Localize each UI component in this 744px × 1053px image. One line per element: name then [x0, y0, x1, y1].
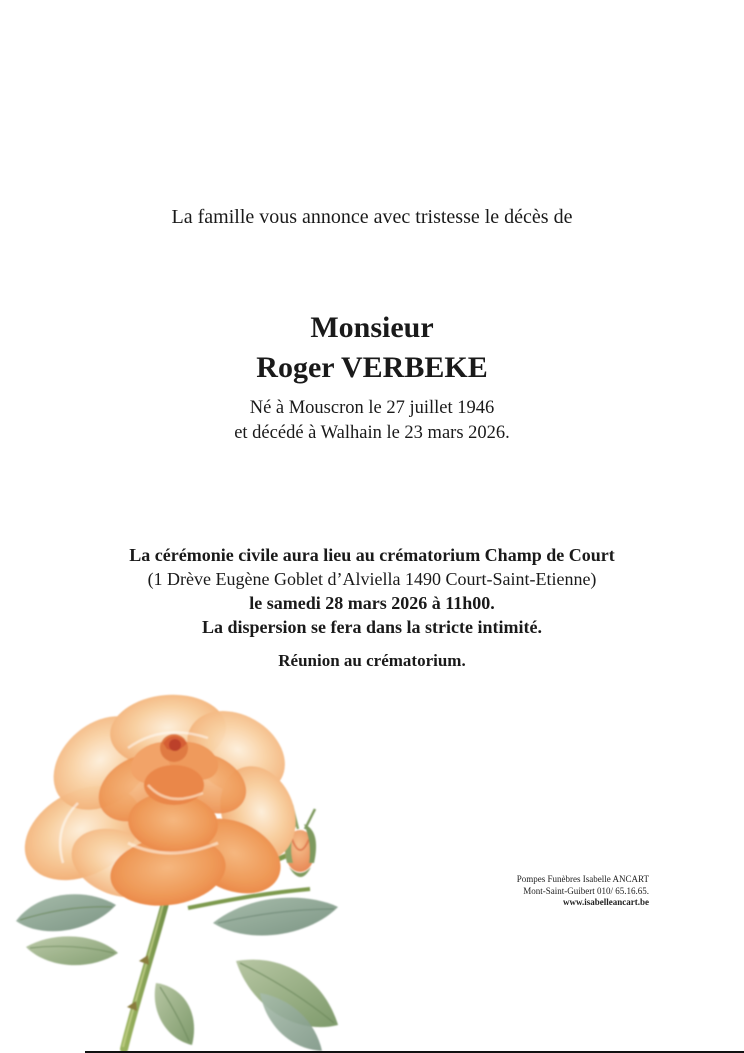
rose-illustration: [8, 693, 340, 1053]
funeral-home-name: Pompes Funèbres Isabelle ANCART: [516, 874, 649, 884]
death-line: et décédé à Walhain le 23 mars 2026.: [234, 423, 510, 443]
rose-watercolor-image: [8, 693, 340, 1053]
ceremony-dispersion-line: La dispersion se fera dans la stricte intimité.: [202, 617, 542, 637]
gathering-line: Réunion au crématorium.: [278, 651, 466, 670]
deceased-name: Roger VERBEKE: [256, 351, 488, 384]
announcement-line: La famille vous annonce avec tristesse le décès de: [171, 206, 573, 228]
funeral-home-block: [517, 874, 649, 909]
ceremony-address-line: (1 Drève Eugène Goblet d’Alviella 1490 Court-Saint-Etienne): [147, 569, 597, 589]
birth-line: Né à Mouscron le 27 juillet 1946: [249, 398, 495, 418]
funeral-home-website: www.isabelleancart.be: [563, 897, 649, 907]
ceremony-block: [0, 543, 744, 639]
ceremony-venue-line: La cérémonie civile aura lieu au crématorium Champ de Court: [129, 545, 615, 565]
deceased-title: Monsieur: [310, 311, 434, 344]
deceased-name-block: [0, 308, 744, 388]
funeral-home-contact: Mont-Saint-Guibert 010/ 65.16.65.: [523, 885, 649, 896]
ceremony-datetime-line: le samedi 28 mars 2026 à 11h00.: [249, 593, 495, 613]
birth-death-block: [0, 396, 744, 446]
